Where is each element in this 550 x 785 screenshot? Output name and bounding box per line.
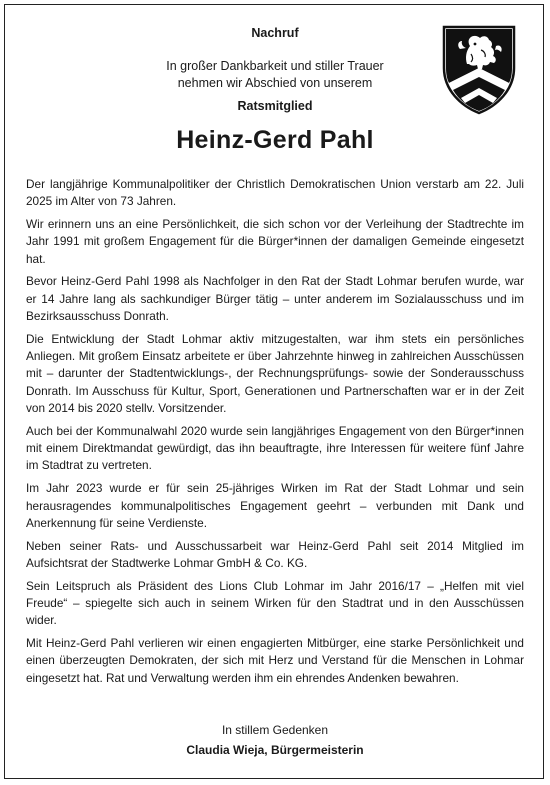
paragraph: Neben seiner Rats- und Ausschussarbeit war Heinz-Gerd Pahl seit 2014 Mitglied im Aufsichtsrat der Stadtwerke Lohmar GmbH & Co. KG.	[26, 538, 524, 570]
coat-of-arms-lion-icon	[441, 24, 517, 116]
signature: Claudia Wieja, Bürgermeisterin	[186, 743, 364, 757]
obituary-body	[26, 176, 524, 693]
closing-line: In stillem Gedenken	[221, 723, 329, 737]
paragraph: Sein Leitspruch als Präsident des Lions Club Lohmar im Jahr 2016/17 – „Helfen mit viel Freude“ – spiegelte sich auch in seinem Wirken für den Stadtrat und in den Ausschüssen wider.	[26, 578, 524, 628]
closing-block	[0, 720, 550, 760]
paragraph: Auch bei der Kommunalwahl 2020 wurde sein langjähriges Engagement von den Bürger*innen mit einem Direktmandat gewürdigt, das ihn beauftragte, ihre Interessen für weitere fünf Jahre im Stadtrat zu vertreten.	[26, 423, 524, 473]
paragraph: Mit Heinz-Gerd Pahl verlieren wir einen engagierten Mitbürger, eine starke Persönlichkeit und einen überzeugten Demokraten, der sich mit Herz und Verstand für die Menschen in Lohmar eingesetzt hat. Rat und Verwaltung werden ihm ein ehrendes Andenken bewahren.	[26, 636, 524, 685]
obituary-label: Nachruf	[251, 26, 299, 40]
deceased-name: Heinz-Gerd Pahl	[176, 126, 374, 154]
intro-line-1: In großer Dankbarkeit und stiller Trauer	[166, 59, 384, 73]
paragraph: Der langjährige Kommunalpolitiker der Christlich Demokratischen Union verstarb am 22. Juli 2025 im Alter von 73 Jahren.	[26, 177, 524, 209]
paragraph: Die Entwicklung der Stadt Lohmar aktiv mitzugestalten, war ihm stets ein persönliches Anliegen. Mit großem Einsatz arbeitete er über Jahrzehnte hinweg in zahlreichen Ausschüssen mit – darunter der Stadtentwicklungs-, der Rechnungsprüfungs- sowie der Sonderausschuss Donrath. Im Ausschuss für Kultur, Sport, Generationen und Partnerschaften war er in der Zeit von 2014 bis 2020 stellv. Vorsitzender.	[26, 331, 524, 416]
paragraph: Im Jahr 2023 wurde er für sein 25-jähriges Wirken im Rat der Stadt Lohmar und sein herausragendes kommunalpolitisches Engagement geehrt – verbunden mit Dank und Anerkennung für seine Verdienste.	[26, 481, 524, 530]
intro-line-2: nehmen wir Abschied von unserem	[177, 76, 373, 90]
paragraph: Bevor Heinz-Gerd Pahl 1998 als Nachfolger in den Rat der Stadt Lohmar berufen wurde, war er 14 Jahre lang als sachkundiger Bürger tätig – unter anderem im Sozialausschuss und im Bezirksausschuss Donrath.	[26, 274, 524, 324]
role-title: Ratsmitglied	[237, 99, 313, 113]
paragraph: Wir erinnern uns an eine Persönlichkeit, die sich schon vor der Verleihung der Stadtrechte im Jahr 1991 mit großem Engagement für die Bürger*innen der damaligen Gemeinde eingesetzt hat.	[26, 217, 524, 266]
